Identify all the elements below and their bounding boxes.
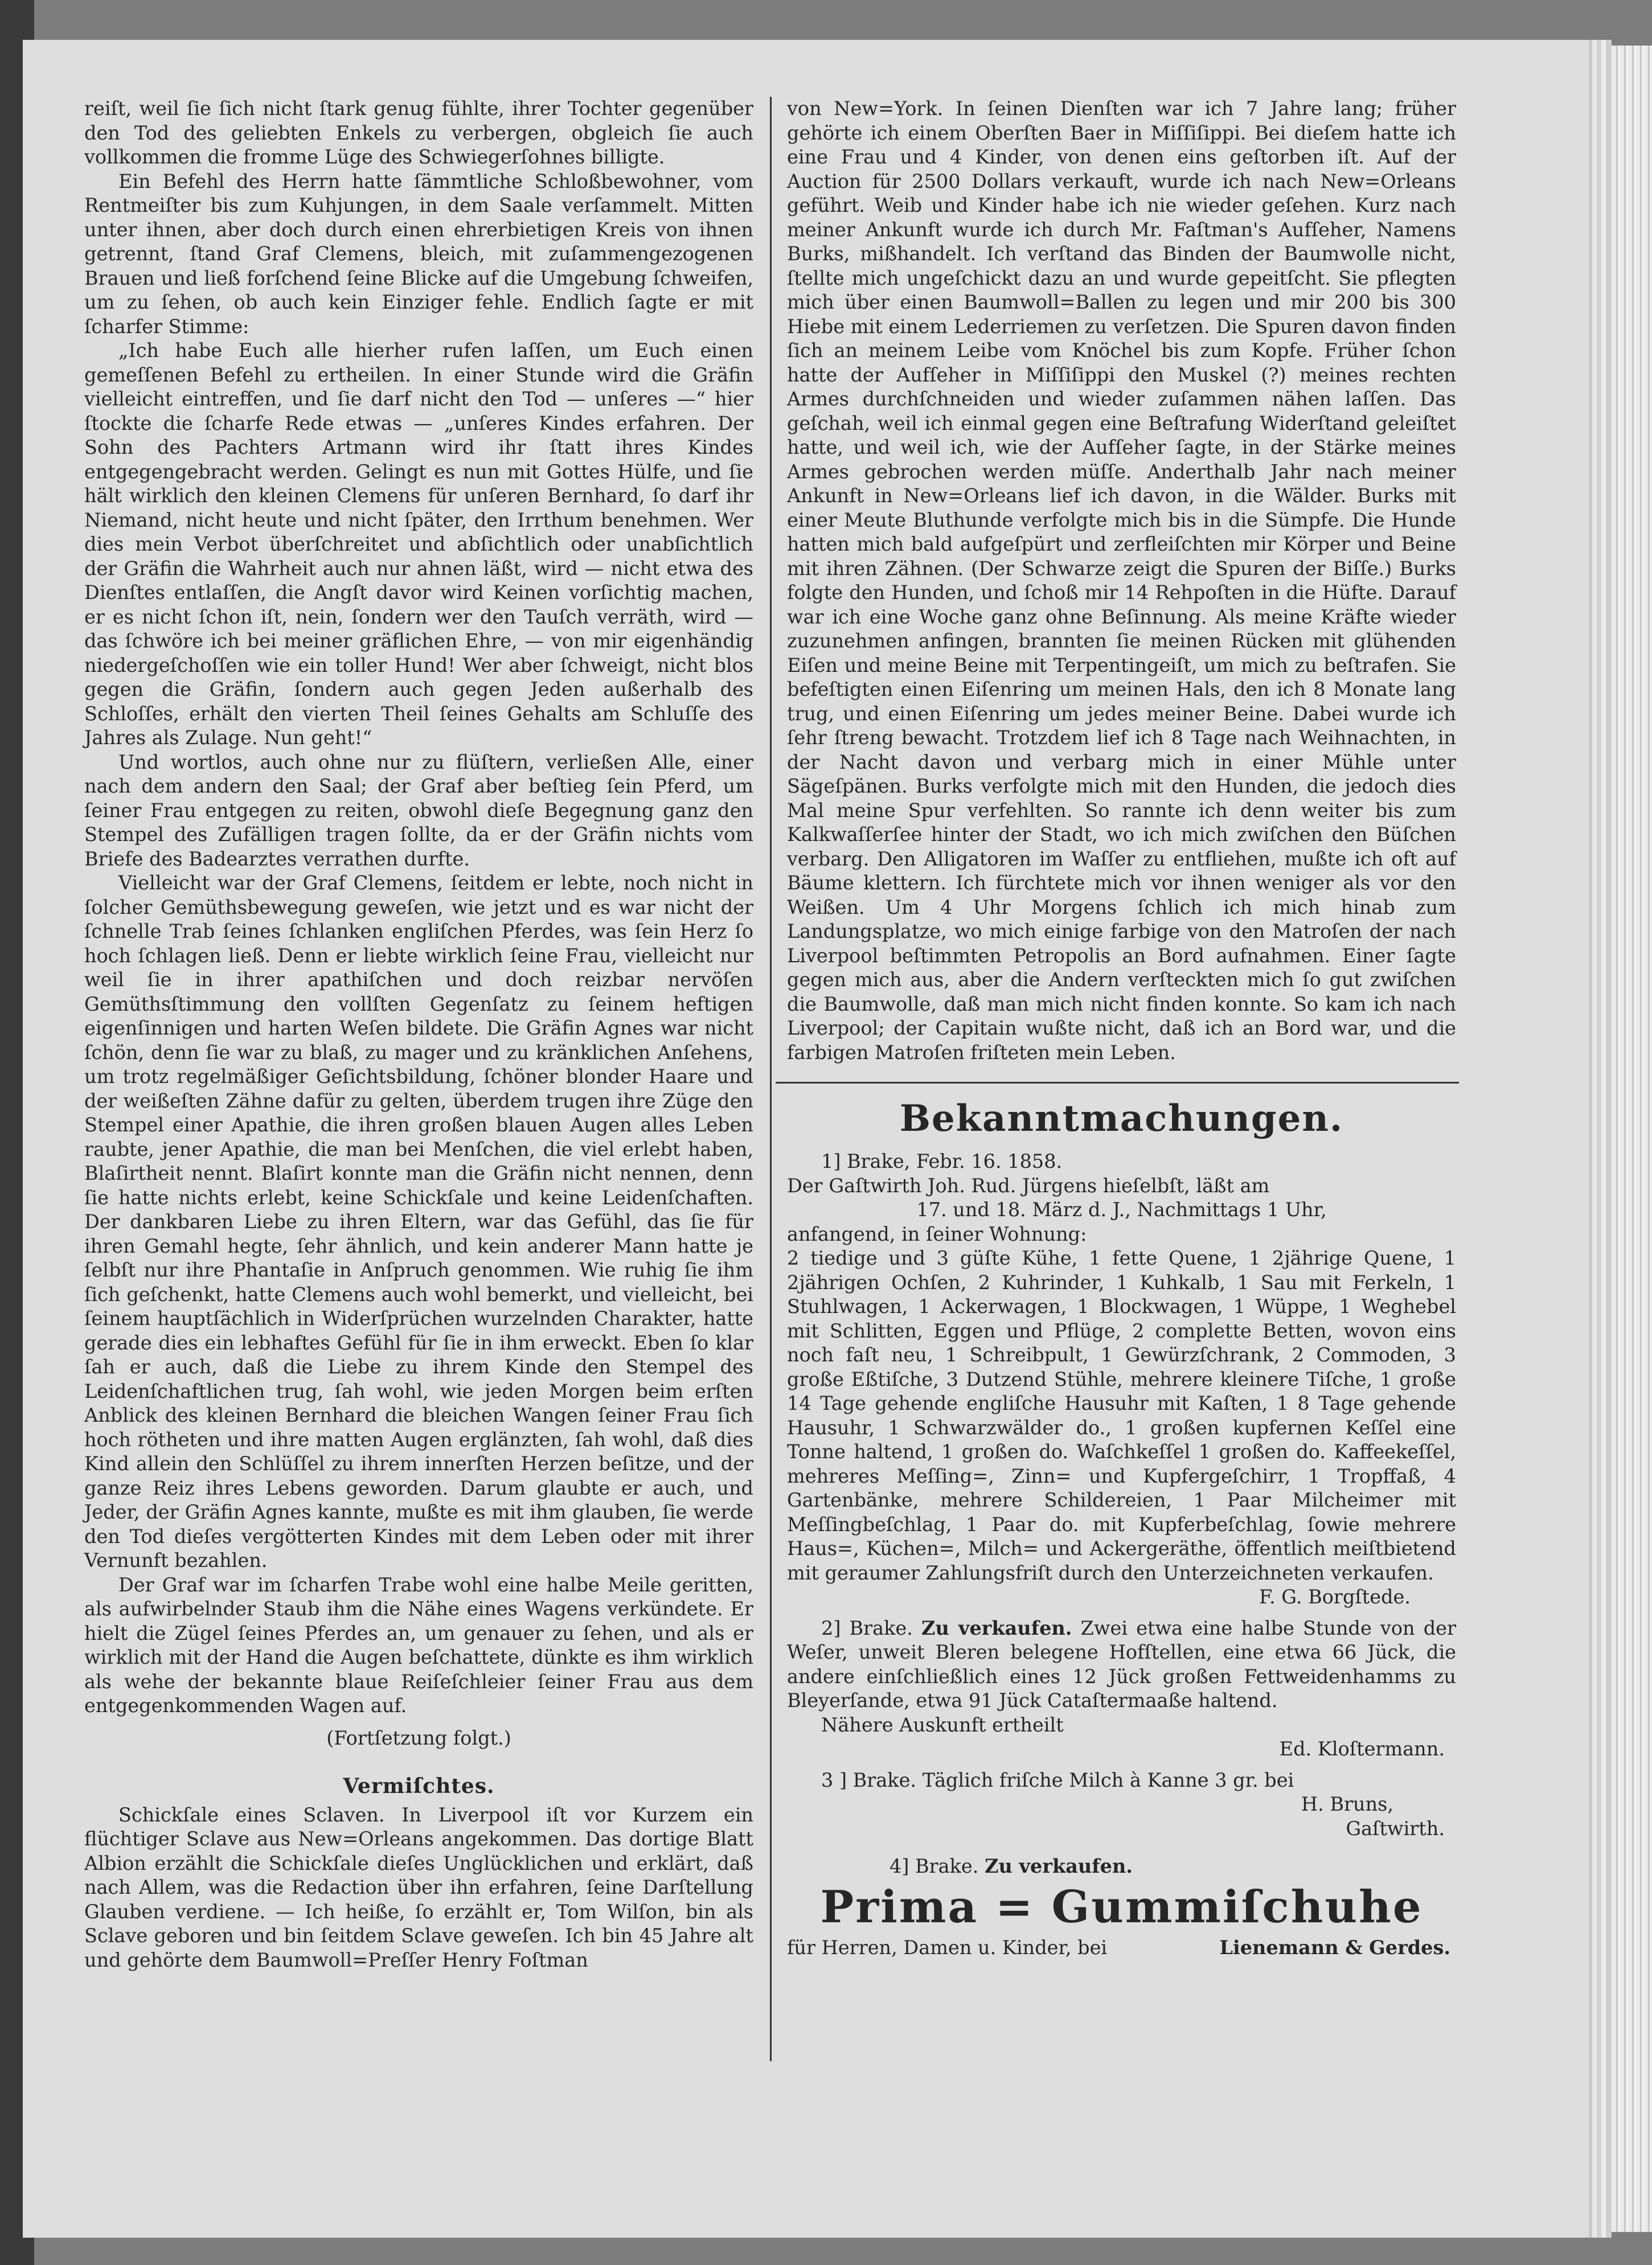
ad-signature: F. G. Borgſtede. bbox=[1259, 1586, 1411, 1608]
ad-farmland bbox=[787, 1616, 1456, 1762]
story-paragraph: Ein Befehl des Herrn hatte ſämmtliche Schloßbewohner, vom Rentmeiſter bis zum Kuhjungen, in dem Saale verſammelt. Mitten unter ihnen, aber doch durch einen ehrerbietigen Kreis von ihnen getrennt, ſtand Graf Clemens, bleich, mit zuſammengezogenen Brauen und ließ forſchend ſeine Blicke auf die Umgebung ſchweifen, um zu ſehen, ob auch kein Einziger fehle. Endlich ſagte er mit ſcharfer Stimme: bbox=[84, 170, 753, 338]
story-paragraph: Vielleicht war der Graf Clemens, ſeitdem er lebte, noch nicht in ſolcher Gemüthsbewegung geweſen, wie jetzt und es war nicht der ſchnelle Trab ſeines ſchlanken engliſchen Pferdes, was ſein Herz ſo hoch ſchlagen ließ. Denn er liebte wirklich ſeine Frau, vielleicht nur weil ſie in ihrer apathiſchen und doch reizbar nervöſen Gemüthsſtimmung den vollſten Gegenſatz zu ſeinem heftigen eigenſinnigen und harten Weſen bildete. Die Gräfin Agnes war nicht ſchön, denn ſie war zu blaß, zu mager und zu kränklichen Anſehens, um trotz regelmäßiger Geſichtsbildung, ſchöner blonder Haare und der weißeſten Zähne dafür zu gelten, überdem trugen ihre Züge den Stempel einer Apathie, die ihren großen blauen Augen alles Leben raubte, jener Apathie, die man bei Menſchen, die viel erlebt haben, Blaſirtheit nennt. Blaſirt konnte man die Gräfin nicht nennen, denn ſie hatte nichts erlebt, keine Schickſale und keine Leidenſchaften. Der dankbaren Liebe zu ihren Eltern, war das Gefühl, das ſie für ihren Gemahl hegte, ſehr ähnlich, und kein anderer Mann hatte je ſelbſt nur ihre Phantaſie in Anſpruch genommen. Wie ruhig ſie ihm ſich geſchenkt, hatte Clemens auch wohl bemerkt, und vielleicht, bei ſeinem hauptſächlich in Widerſprüchen wurzelnden Charakter, hatte gerade dies ein lebhaftes Gefühl für ſie in ihm erweckt. Eben ſo klar ſah er auch, daß die Liebe zu ihrem Kinde den Stempel des Leidenſchaftlichen trug, ſah wohl, wie jeden Morgen beim erſten Anblick des kleinen Bernhard die bleichen Wangen ſeiner Frau ſich hoch rötheten und ihre matten Augen erglänzten, ſah wohl, daß dies Kind allein den Schlüſſel zu ihrem innerſten Herzen beſitze, und der ganze Reiz ihres Lebens geworden. Darum glaubte er auch, und Jeder, der Gräfin Agnes kannte, mußte es mit ihm glauben, ſie werde den Tod dieſes vergötterten Kindes mit dem Leben oder mit ihrer Vernunft bezahlen. bbox=[84, 872, 753, 1571]
ad-line: 17. und 18. März d. J., Nachmittags 1 Uhr, bbox=[916, 1199, 1327, 1221]
ad-headline: Zu verkaufen. bbox=[921, 1616, 1072, 1639]
column-divider bbox=[770, 97, 772, 2061]
ad-header: 1] Brake, Febr. 16. 1858. bbox=[821, 1150, 1063, 1172]
ad-auction bbox=[787, 1150, 1456, 1610]
story-paragraph: „Ich habe Euch alle hierher rufen laſſen, um Euch einen gemeſſenen Befehl zu ertheilen. In einer Stunde wird die Gräfin vielleicht eintreffen, und ſie darf nicht den Tod — unſeres —“ hier ſtockte die ſcharfe Rede etwas — „unſeres Kindes erfahren. Der Sohn des Pachters Artmann wird ihr ſtatt ihres Kindes entgegengebracht werden. Gelingt es nun mit Gottes Hülfe, und ſie hält wirklich den kleinen Clemens für unſeren Bernhard, ſo darf ihr Niemand, nicht heute und nicht ſpäter, den Irrthum benehmen. Wer dies mein Verbot überſchreitet und abſichtlich oder unabſichtlich der Gräfin die Wahrheit auch nur ahnen läßt, wird — nicht etwa des Dienſtes entlaſſen, die Angſt davor wird Keinen vorſichtig machen, er es nicht ſchon iſt, nein, ſondern wer den Tauſch verräth, wird — das ſchwöre ich bei meiner gräflichen Ehre, — von mir eigenhändig niedergeſchoſſen wie ein toller Hund! Wer aber ſchweigt, nicht blos gegen die Gräfin, ſondern auch gegen Jeden außerhalb des Schloſſes, erhält den vierten Theil ſeines Gehalts am Schluſſe des Jahres als Zulage. Nun geht!“ bbox=[84, 339, 753, 749]
ad-milk bbox=[787, 1768, 1456, 1841]
ad-line: anfangend, in ſeiner Wohnung: bbox=[787, 1222, 1087, 1245]
story-continuation: von New=York. In ſeinen Dienſten war ich 7 Jahre lang; früher gehörte ich einem Oberſten Baer in Miſſiſippi. Bei dieſem hatte ich eine Frau und 4 Kinder, von denen eins geſtorben iſt. Auf der Auction für 2500 Dollars verkauft, wurde ich nach New=Orleans geführt. Weib und Kinder habe ich nie wieder geſehen. Kurz nach meiner Ankunft wurde ich durch Mr. Faſtman's Aufſeher, Namens Burks, mißhandelt. Ich verſtand das Binden der Baumwolle nicht, ſtellte mich ungeſchickt dazu an und wurde gepeitſcht. Sie pflegten mich über einen Baumwoll=Ballen zu legen und mir 200 bis 300 Hiebe mit einem Lederriemen zu verſetzen. Die Spuren davon finden ſich an meinem Leibe vom Knöchel bis zum Kopfe. Früher ſchon hatte der Aufſeher in Miſſiſippi den Muskel (?) meines rechten Armes durchſchneiden und wieder zuſammen nähen laſſen. Das geſchah, weil ich einmal gegen eine Beſtrafung Widerſtand geleiſtet hatte, und weil ich, wie der Aufſeher ſagte, in der Stärke meines Armes gebrochen werden müſſe. Anderthalb Jahr nach meiner Ankunft in New=Orleans lief ich davon, in die Wälder. Burks mit einer Meute Bluthunde verfolgte mich bis in die Sümpfe. Die Hunde hatten mich bald aufgeſpürt und zerfleiſchten mir Körper und Beine mit ihren Zähnen. (Der Schwarze zeigt die Spuren der Biſſe.) Burks folgte den Hunden, und ſchoß mir 14 Rehpoſten in die Hüfte. Darauf war ich eine Woche ganz ohne Beſinnung. Als meine Kräfte wieder zuzunehmen anfingen, brannten ſie meinen Rücken mit glühenden Eiſen und meine Beine mit Terpentingeiſt, um mich zu beſtrafen. Sie befeſtigten einen Eiſenring um meinen Hals, den ich 8 Monate lang trug, und einen Eiſenring um jedes meiner Beine. Dabei wurde ich ſehr ſtreng bewacht. Trotzdem lief ich 8 Tage nach Weihnachten, in der Nacht davon und verbarg mich in einer Mühle unter Sägeſpänen. Burks verfolgte mich mit den Hunden, die jedoch dies Mal meine Spur verfehlten. So rannte ich denn weiter bis zum Kalkwaſſerſee hinter der Stadt, wo ich mich zwiſchen den Büſchen verbarg. Den Alligatoren im Waſſer zu entfliehen, mußte ich oft auf Bäume klettern. Ich fürchtete mich vor ihnen weniger als vor den Weißen. Um 4 Uhr Morgens ſchlich ich mich hinab zum Landungsplatze, wo mich einige farbige von den Matroſen der nach Liverpool beſtimmten Petropolis an Bord aufnahmen. Einer ſagte gegen mich aus, aber die Andern verſteckten mich ſo gut zwiſchen die Baumwolle, daß man mich nicht finden konnte. So kam ich nach Liverpool; der Capitain wußte nicht, daß ich an Bord war, und die farbigen Matroſen friſteten mein Leben. bbox=[787, 97, 1456, 1064]
ad-headline: Zu verkaufen. bbox=[985, 1855, 1133, 1877]
right-column bbox=[787, 97, 1456, 1960]
page-edge-stack bbox=[1589, 46, 1652, 2232]
announcements-title: Bekanntmachungen. bbox=[899, 1097, 1344, 1140]
ad-shoes bbox=[787, 1854, 1456, 1960]
ad-signature: H. Bruns, bbox=[1301, 1793, 1393, 1815]
ad-body: 2 tiedige und 3 güſte Kühe, 1 fette Quene, 1 2jährige Quene, 1 2jährigen Ochſen, 2 Kuhrinder, 1 Kuhkalb, 1 Sau mit Ferkeln, 1 Stuhlwagen, 1 Ackerwagen, 1 Blockwagen, 1 Wüppe, 1 Weghebel mit Schlitten, Eggen und Pflüge, 2 complette Betten, wovon eins noch faſt neu, 1 Schreibpult, 1 Gewürzſchrank, 2 Commoden, 3 große Eßtiſche, 3 Dutzend Stühle, mehrere kleinere Tiſche, 1 große 14 Tage gehende engliſche Hausuhr mit Kaſten, 1 8 Tage gehende Hausuhr, 1 Schwarzwälder do., 1 großen kupfernen Keſſel eine Tonne haltend, 1 großen do. Waſchkeſſel 1 großen do. Kaffeekeſſel, mehreres Meſſing=, Zinn= und Kupfergeſchirr, 1 Tropffaß, 4 Gartenbänke, mehrere Schildereien, 1 Paar Milcheimer mit Meſſingbeſchlag, 1 Paar do. mit Kupferbeſchlag, ſowie mehrere Haus=, Küchen=, Milch= und Ackergeräthe, öffentlich meiſtbietend mit geraumer Zahlungsfriſt durch den Unterzeichneten verkaufen. bbox=[787, 1247, 1456, 1584]
story-paragraph: Der Graf war im ſcharfen Trabe wohl eine halbe Meile geritten, als aufwirbelnder Staub ihm die Nähe eines Wagens verkündete. Er hielt die Zügel ſeines Pferdes an, um genauer zu ſehen, und als er wirklich mit der Hand die Augen beſchattete, dünkte es ihm wirklich als wehe der bekannte blaue Reiſeſchleier ſeiner Frau aus dem entgegenkommenden Wagen auf. bbox=[84, 1573, 753, 1717]
ad-number: 2] Brake. bbox=[821, 1616, 913, 1639]
misc-article: Schickſale eines Sclaven. In Liverpool iſt vor Kurzem ein flüchtiger Sclave aus New=Orleans angekommen. Das dortige Blatt Albion erzählt die Schickſale dieſes Unglücklichen und erklärt, daß nach Allem, was die Redaction über ihn erfahren, ſeine Darſtellung Glauben verdiene. — Ich heiße, ſo erzählt er, Tom Wilſon, bin als Sclave geboren und bin ſeitdem Sclave geweſen. Ich bin 45 Jahre alt und gehörte dem Baumwoll=Preſſer Henry Foſtman bbox=[84, 1803, 753, 1971]
left-column bbox=[84, 97, 753, 1972]
ad-signature: Gaſtwirth. bbox=[1346, 1817, 1445, 1840]
ad-line: Der Gaſtwirth Joh. Rud. Jürgens hieſelbſt, läßt am bbox=[787, 1174, 1270, 1197]
ad-audience: für Herren, Damen u. Kinder, bei bbox=[787, 1936, 1108, 1959]
ad-product: Prima = Gummiſchuhe bbox=[820, 1881, 1423, 1933]
misc-heading: Vermiſchtes. bbox=[343, 1774, 495, 1798]
story-paragraph: reiſt, weil ſie ſich nicht ſtark genug fühlte, ihrer Tochter gegenüber den Tod des geliebten Enkels zu verbergen, obgleich ſie auch vollkommen die fromme Lüge des Schwiegerſohnes billigte. bbox=[84, 97, 753, 168]
continuation-note: (Fortſetzung folgt.) bbox=[326, 1726, 511, 1749]
ad-body: Zwei etwa eine halbe Stunde von der Weſer, unweit Bleren belegene Hofſtellen, eine etwa 66 Jück, die andere einſchließlich eines 12 Jück großen Fettweidenhamms zu Bleyerſande, etwa 91 Jück Cataſtermaaße haltend. bbox=[787, 1616, 1457, 1712]
ad-signature: Ed. Kloſtermann. bbox=[1279, 1738, 1445, 1760]
ad-text: 3 ] Brake. Täglich friſche Milch à Kanne 3 gr. bei bbox=[821, 1768, 1294, 1791]
story-paragraph: Und wortlos, auch ohne nur zu flüſtern, verließen Alle, einer nach dem andern den Saal; der Graf aber beſtieg ſein Pferd, um ſeiner Frau entgegen zu reiten, obwohl dieſe Begegnung ganz den Stempel des Zufälligen tragen ſollte, da er der Gräfin nichts vom Briefe des Badearztes verrathen durfte. bbox=[84, 750, 753, 870]
ad-seller: Lienemann & Gerdes. bbox=[1219, 1936, 1450, 1959]
section-rule bbox=[776, 1082, 1459, 1084]
ad-info: Nähere Auskunft ertheilt bbox=[821, 1713, 1064, 1736]
ad-number: 4] Brake. bbox=[889, 1855, 979, 1877]
